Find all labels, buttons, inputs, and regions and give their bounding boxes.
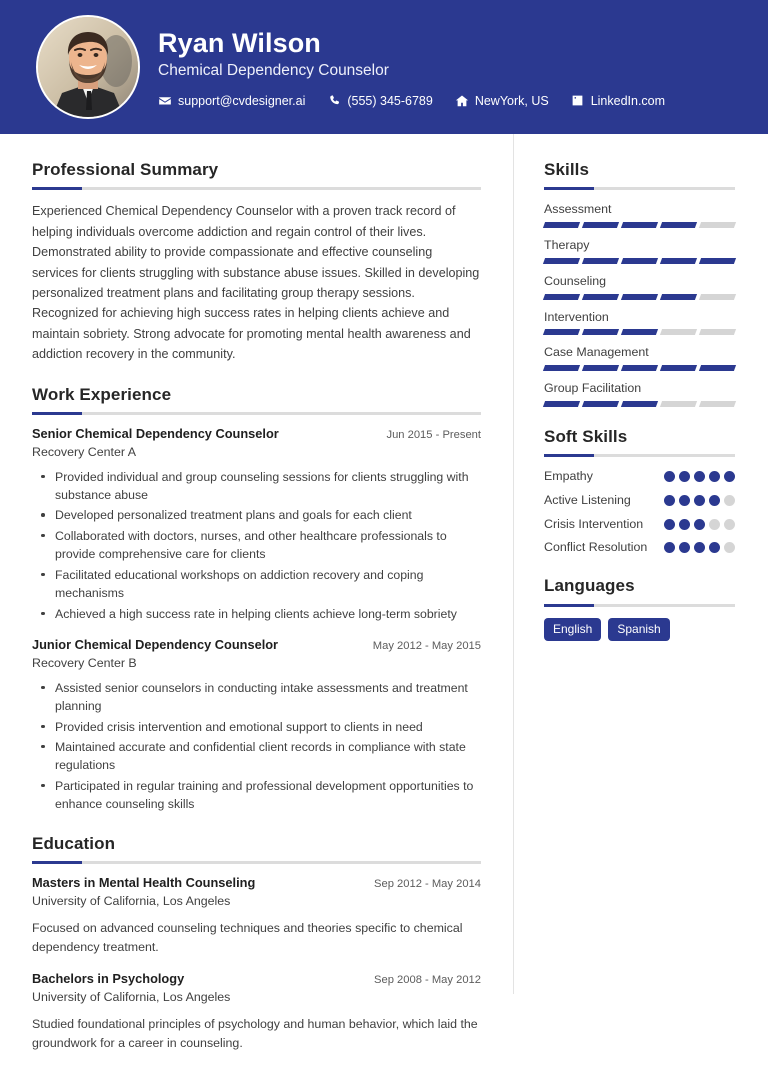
linkedin-icon [571, 94, 585, 108]
soft-skill-rating [664, 542, 735, 553]
skill-row [544, 309, 735, 336]
skill-segment [582, 401, 619, 407]
contact-list [158, 94, 665, 108]
soft-skill-rating [664, 471, 735, 482]
education-description: Focused on advanced counseling techniques and theories specific to chemical dependency treatment. [32, 920, 463, 954]
skill-segment [621, 401, 658, 407]
bullet-item: Participated in regular training and professional development opportunities to enhance counseling skills [32, 777, 481, 814]
language-chip: Spanish [608, 618, 669, 641]
main-column [0, 134, 513, 1075]
bullet-item: Assisted senior counselors in conducting intake assessments and treatment planning [32, 679, 481, 716]
soft-skill-label: Empathy [544, 469, 593, 484]
experience-date: Jun 2015 - Present [386, 428, 481, 441]
skill-segment [582, 258, 619, 264]
section-work-experience [32, 385, 481, 814]
skill-label: Case Management [544, 345, 649, 360]
rating-dot [664, 519, 675, 530]
experience-entry [32, 637, 481, 814]
section-rule [544, 187, 735, 190]
rating-dot [724, 471, 735, 482]
skill-segment [582, 329, 619, 335]
rating-dot [664, 542, 675, 553]
skill-segment [543, 329, 580, 335]
soft-skill-label: Conflict Resolution [544, 540, 648, 555]
skill-label: Intervention [544, 309, 609, 324]
section-rule [32, 861, 481, 864]
skill-segment [621, 294, 658, 300]
skill-segment [699, 329, 736, 335]
skill-segment [699, 365, 736, 371]
skill-level-bar [544, 222, 735, 228]
contact-email[interactable] [158, 94, 305, 108]
education-description: Studied foundational principles of psychology and human behavior, which laid the groundwork for a career in counseling. [32, 1016, 478, 1050]
contact-location[interactable] [455, 94, 549, 108]
section-title-languages: Languages [544, 576, 635, 596]
bullet-item: Collaborated with doctors, nurses, and other healthcare professionals to provide comprehensive care for clients [32, 527, 481, 564]
education-date: Sep 2008 - May 2012 [374, 974, 481, 987]
rating-dot [664, 495, 675, 506]
skill-segment [582, 365, 619, 371]
skill-label: Therapy [544, 238, 590, 253]
section-skills [544, 160, 735, 407]
bullet-item: Facilitated educational workshops on addiction recovery and coping mechanisms [32, 566, 481, 603]
skill-row [544, 201, 735, 228]
section-education [32, 834, 481, 1053]
contact-linkedin[interactable] [571, 94, 665, 108]
skill-segment [660, 365, 697, 371]
rating-dot [709, 542, 720, 553]
education-degree: Masters in Mental Health Counseling [32, 875, 256, 891]
job-title: Chemical Dependency Counselor [158, 62, 389, 80]
experience-date: May 2012 - May 2015 [372, 640, 481, 653]
rating-dot [679, 519, 690, 530]
skill-segment [543, 222, 580, 228]
skill-segment [699, 258, 736, 264]
section-title-education: Education [32, 833, 116, 853]
skill-level-bar [544, 294, 735, 300]
education-degree: Bachelors in Psychology [32, 971, 185, 987]
skills-list [544, 201, 735, 406]
rating-dot [679, 495, 690, 506]
section-rule [32, 412, 481, 415]
skill-segment [543, 401, 580, 407]
skill-segment [582, 294, 619, 300]
experience-bullets [32, 679, 481, 814]
skill-segment [621, 329, 658, 335]
soft-skill-row [544, 492, 735, 509]
skill-segment [660, 258, 697, 264]
contact-phone-label: (555) 345-6789 [347, 93, 433, 108]
soft-skill-rating [664, 495, 735, 506]
skill-segment [699, 401, 736, 407]
resume-header [0, 0, 768, 134]
education-entry [32, 971, 481, 1053]
rating-dot [694, 519, 705, 530]
rating-dot [709, 471, 720, 482]
envelope-icon [158, 94, 172, 108]
skill-segment [543, 365, 580, 371]
skill-level-bar [544, 365, 735, 371]
resume-body [0, 134, 768, 1075]
bullet-item: Provided crisis intervention and emotional support to clients in need [32, 718, 481, 736]
rating-dot [724, 542, 735, 553]
skill-row [544, 380, 735, 407]
skill-segment [543, 258, 580, 264]
contact-location-label: NewYork, US [474, 93, 549, 108]
experience-entry-header [32, 637, 481, 654]
bullet-item: Provided individual and group counseling sessions for clients struggling with substance abuse [32, 468, 481, 505]
rating-dot [724, 495, 735, 506]
rating-dot [724, 519, 735, 530]
soft-skill-rating [664, 519, 735, 530]
skill-segment [660, 294, 697, 300]
soft-skill-label: Active Listening [544, 492, 631, 507]
skill-label: Group Facilitation [544, 381, 642, 396]
skill-segment [621, 222, 658, 228]
languages-list [544, 618, 735, 641]
skill-segment [660, 401, 697, 407]
soft-skill-row [544, 468, 735, 485]
skill-row [544, 344, 735, 371]
section-rule [32, 187, 481, 190]
section-rule [544, 454, 735, 457]
section-title-skills: Skills [544, 160, 590, 179]
experience-org: Recovery Center A [32, 444, 136, 459]
education-entry [32, 875, 481, 957]
contact-phone[interactable] [327, 94, 432, 108]
rating-dot [694, 471, 705, 482]
bullet-item: Maintained accurate and confidential client records in compliance with state regulations [32, 738, 481, 775]
education-school: University of California, Los Angeles [32, 989, 231, 1004]
home-icon [455, 94, 469, 108]
bullet-item: Developed personalized treatment plans and goals for each client [32, 506, 481, 524]
soft-skill-row [544, 516, 735, 533]
skill-segment [699, 294, 736, 300]
skill-level-bar [544, 401, 735, 407]
skill-segment [543, 294, 580, 300]
skill-row [544, 237, 735, 264]
page-title: Ryan Wilson [158, 28, 321, 59]
skill-label: Counseling [544, 273, 606, 288]
soft-skill-label: Crisis Intervention [544, 516, 644, 531]
experience-bullets [32, 468, 481, 624]
experience-role: Junior Chemical Dependency Counselor [32, 637, 279, 653]
summary-text: Experienced Chemical Dependency Counselor with a proven track record of helping individuals overcome addiction and regain control of their lives. Demonstrated ability to provide compassionate and effective counseling services for clients struggling with substance abuse issues. Skilled in developing personalized treatment plans and facilitating group therapy sessions. Recognized for achieving high success rates in helping clients achieve and maintain sobriety. Strong advocate for promoting mental health awareness and addiction recovery in the community. [32, 204, 480, 362]
language-chip: English [544, 618, 601, 641]
education-date: Sep 2012 - May 2014 [374, 878, 481, 891]
skill-segment [582, 222, 619, 228]
rating-dot [694, 495, 705, 506]
skill-segment [621, 258, 658, 264]
section-title-soft-skills: Soft Skills [544, 426, 628, 446]
skill-segment [621, 365, 658, 371]
rating-dot [679, 471, 690, 482]
rating-dot [709, 519, 720, 530]
bullet-item: Achieved a high success rate in helping clients achieve long-term sobriety [32, 605, 481, 623]
rating-dot [664, 471, 675, 482]
experience-role: Senior Chemical Dependency Counselor [32, 425, 279, 441]
skill-segment [699, 222, 736, 228]
rating-dot [694, 542, 705, 553]
contact-linkedin-label: LinkedIn.com [590, 93, 666, 108]
soft-skills-list [544, 468, 735, 556]
section-soft-skills [544, 427, 735, 556]
contact-email-label: support@cvdesigner.ai [178, 93, 306, 108]
education-school: University of California, Los Angeles [32, 893, 231, 908]
phone-icon [327, 94, 341, 108]
section-rule [544, 604, 735, 607]
section-title-summary: Professional Summary [32, 160, 219, 179]
skill-label: Assessment [544, 202, 612, 217]
skill-segment [660, 222, 697, 228]
soft-skill-row [544, 539, 735, 556]
sidebar-column [513, 134, 768, 994]
skill-segment [660, 329, 697, 335]
avatar [36, 15, 140, 119]
section-title-experience: Work Experience [32, 384, 172, 404]
skill-level-bar [544, 329, 735, 335]
experience-entry [32, 426, 481, 623]
header-text-block [158, 26, 665, 108]
experience-entry-header [32, 426, 481, 443]
section-languages [544, 576, 735, 641]
rating-dot [709, 495, 720, 506]
skill-level-bar [544, 258, 735, 264]
education-entry-header [32, 875, 481, 892]
education-entry-header [32, 971, 481, 988]
rating-dot [679, 542, 690, 553]
experience-org: Recovery Center B [32, 655, 137, 670]
skill-row [544, 273, 735, 300]
section-professional-summary [32, 160, 481, 365]
